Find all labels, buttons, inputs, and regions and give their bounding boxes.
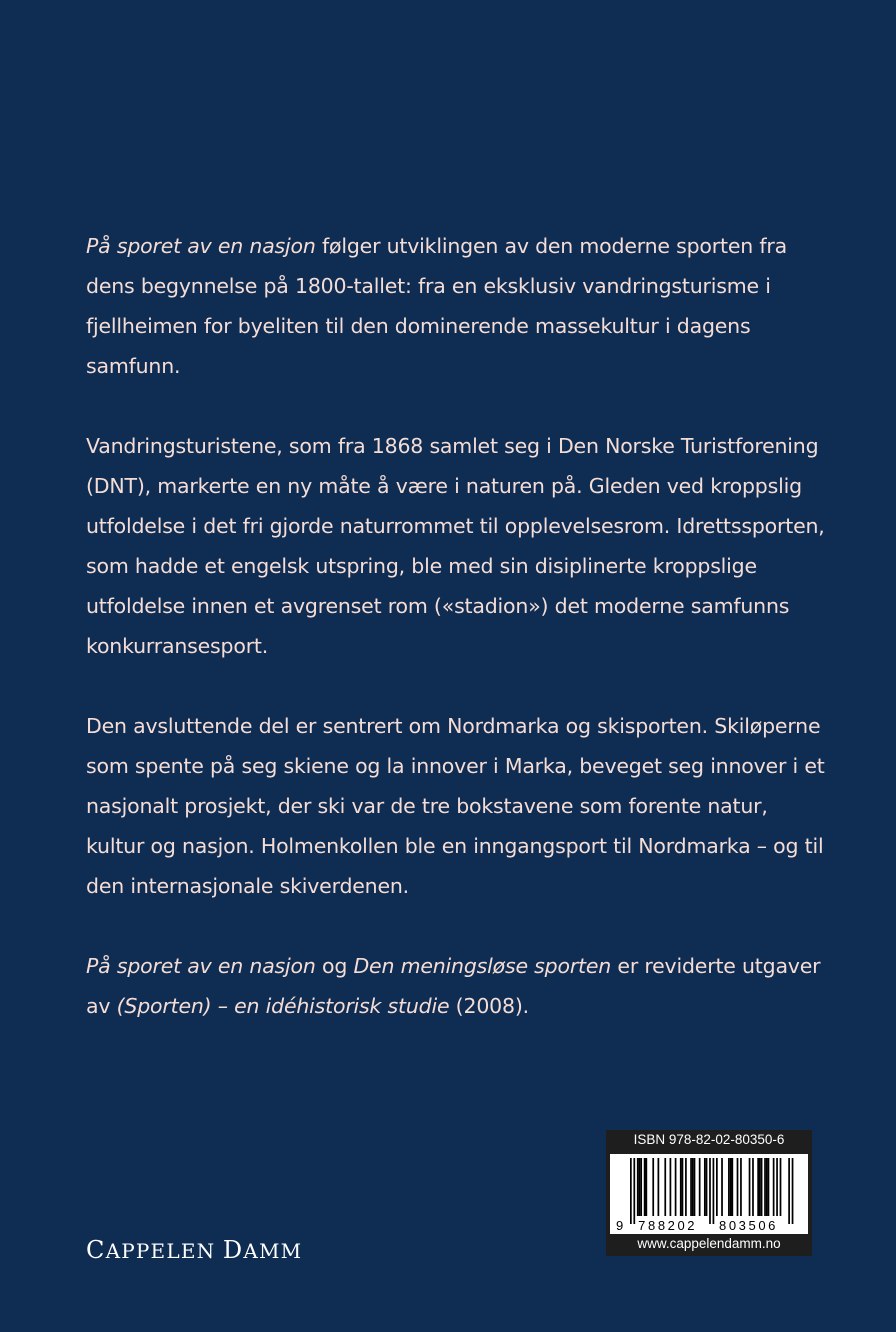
barcode-bar [664, 1158, 666, 1216]
barcode-digits-right: 803506 [719, 1218, 778, 1233]
book-title-ref: (Sporten) – en idéhistorisk studie [116, 994, 450, 1018]
barcode-bar [633, 1158, 635, 1224]
blurb-paragraph-2 [86, 426, 826, 666]
publisher-url: www.cappelendamm.no [637, 1236, 781, 1251]
publisher-initial: D [222, 1236, 244, 1264]
barcode-bar [764, 1158, 766, 1216]
paragraph-text: Vandringsturistene, som fra 1868 samlet seg i Den Norske Turistforening (DNT), markerte en ny måte å være i naturen på. Gleden ved kroppslig utfoldelse i det fri gjorde naturrommet til opplevelsesrom. Idrettssporten, som hadde et engelsk utspring, ble med sin disiplinerte kroppslige utfoldelse innen et avgrenset rom («stadion») det moderne samfunns konkurransesport. [86, 434, 825, 658]
book-title-ref: Den meningsløse sporten [353, 954, 612, 978]
barcode-bar [670, 1158, 672, 1216]
barcode-bar [644, 1158, 646, 1216]
barcode-bar [652, 1158, 654, 1216]
isbn-label: ISBN 978-82-02-80350-6 [633, 1132, 785, 1147]
barcode-bar [773, 1158, 775, 1216]
book-title-ref: På sporet av en nasjon [86, 954, 316, 978]
barcode-bar [675, 1158, 677, 1216]
barcode-bar [694, 1158, 696, 1216]
barcode-bar [749, 1158, 751, 1216]
barcode-bar [759, 1158, 761, 1216]
paragraph-text: (2008). [449, 994, 529, 1018]
paragraph-text: er reviderte utgaver av [86, 954, 821, 1018]
barcode-bar [768, 1158, 770, 1216]
publisher-word: APPELEN [105, 1239, 216, 1263]
blurb-paragraph-1 [86, 226, 826, 386]
book-title-ref: På sporet av en nasjon [86, 234, 316, 258]
blurb-paragraph-4 [86, 946, 826, 1026]
blurb-paragraph-3 [86, 706, 826, 906]
cover-blurb [86, 226, 826, 1066]
paragraph-text: og [315, 954, 354, 978]
barcode-bar [639, 1158, 641, 1216]
barcode-bar [788, 1158, 790, 1224]
barcode-bar [682, 1158, 684, 1216]
barcode-bar [757, 1158, 759, 1216]
barcode-bar [737, 1158, 739, 1216]
barcode-bar [752, 1158, 754, 1216]
barcode-bar [766, 1158, 768, 1216]
barcode-bar [658, 1158, 660, 1216]
barcode-bar [761, 1158, 763, 1216]
barcode-bar [640, 1158, 642, 1216]
paragraph-text: følger utviklingen av den moderne sporten fra dens begynnelse på 1800-tallet: fra en eksklusiv vandringsturisme i fjellheimen for byeliten til den dominerende massekultur i dagens samfunn. [86, 234, 787, 378]
barcode-bar [792, 1158, 794, 1224]
barcode-bar [780, 1158, 782, 1216]
barcode-bar [699, 1158, 701, 1216]
barcode-bar [704, 1158, 706, 1216]
publisher-initial: C [86, 1236, 106, 1264]
barcode-bar [680, 1158, 682, 1216]
barcode-bar [730, 1158, 732, 1216]
barcode-bar [692, 1158, 694, 1216]
barcode-bar [716, 1158, 718, 1216]
barcode [610, 1154, 808, 1234]
barcode-bar [728, 1158, 730, 1216]
barcode-bar [731, 1158, 733, 1216]
barcode-bar [740, 1158, 742, 1216]
isbn-barcode-box [606, 1130, 812, 1256]
barcode-bar [685, 1158, 687, 1216]
barcode-bar [637, 1158, 639, 1216]
barcode-bar [630, 1158, 632, 1224]
publisher-logo [86, 1236, 302, 1264]
barcode-bar [713, 1158, 715, 1224]
barcode-bar [690, 1158, 692, 1216]
barcode-bar [645, 1158, 647, 1216]
barcode-bar [709, 1158, 711, 1224]
barcode-digit-lead: 9 [616, 1218, 626, 1233]
barcode-bar [706, 1158, 708, 1216]
barcode-digits-left: 788202 [638, 1218, 698, 1233]
publisher-word: AMM [243, 1239, 303, 1263]
barcode-bar [776, 1158, 778, 1216]
paragraph-text: Den avsluttende del er sentrert om Nordmarka og skisporten. Skiløperne som spente på seg skiene og la innover i Marka, beveget seg innover i et nasjonalt prosjekt, der ski var de tre bokstavene som forente natur, kultur og nasjon. Holmenkollen ble en inngangsport til Nordmarka – og til den internasjonale skiverdenen. [86, 714, 825, 898]
barcode-graphic [610, 1154, 808, 1234]
barcode-bar [721, 1158, 723, 1216]
